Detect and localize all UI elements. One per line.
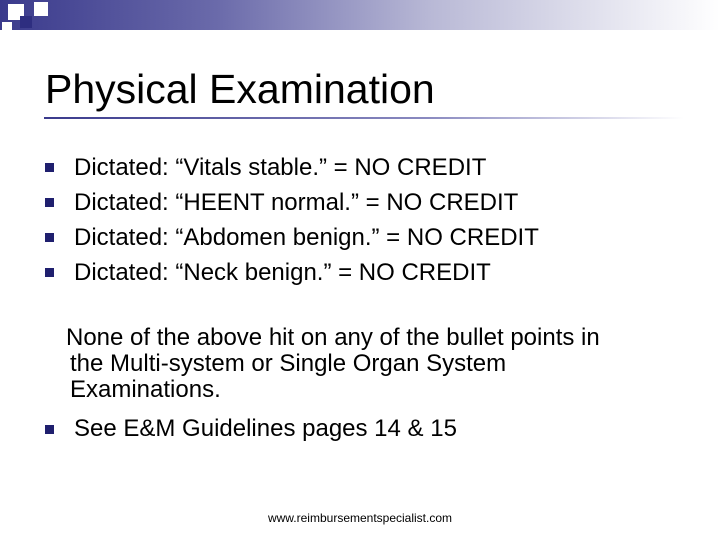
note-line: the Multi-system or Single Organ System: [70, 350, 507, 377]
bullet-text: Dictated: “Abdomen benign.” = NO CREDIT: [74, 224, 539, 251]
square-bullet-icon: [45, 425, 54, 434]
decor-square: [2, 22, 12, 30]
bullet-item: [44, 255, 539, 290]
see-also-item: [44, 414, 457, 444]
see-also-text: See E&M Guidelines pages 14 & 15: [74, 415, 457, 442]
square-bullet-icon: [45, 163, 54, 172]
decor-square: [34, 2, 48, 16]
square-bullet-icon: [45, 198, 54, 207]
bullet-item: [44, 150, 539, 185]
header-band: [0, 0, 720, 30]
bullet-item: [44, 185, 539, 220]
bullet-text: Dictated: “Vitals stable.” = NO CREDIT: [74, 154, 487, 181]
title-rule: [44, 117, 684, 119]
square-bullet-icon: [45, 268, 54, 277]
bullet-item: [44, 220, 539, 255]
slide-title: Physical Examination: [45, 66, 435, 112]
bullet-list: [44, 150, 539, 290]
note-paragraph: [66, 325, 706, 403]
note-line: Examinations.: [70, 376, 221, 403]
note-line: None of the above hit on any of the bullet points in: [66, 324, 600, 351]
footer-url: www.reimbursementspecialist.com: [267, 511, 453, 525]
square-bullet-icon: [45, 233, 54, 242]
bullet-text: Dictated: “Neck benign.” = NO CREDIT: [74, 259, 491, 286]
bullet-text: Dictated: “HEENT normal.” = NO CREDIT: [74, 189, 519, 216]
decor-square: [20, 16, 32, 28]
